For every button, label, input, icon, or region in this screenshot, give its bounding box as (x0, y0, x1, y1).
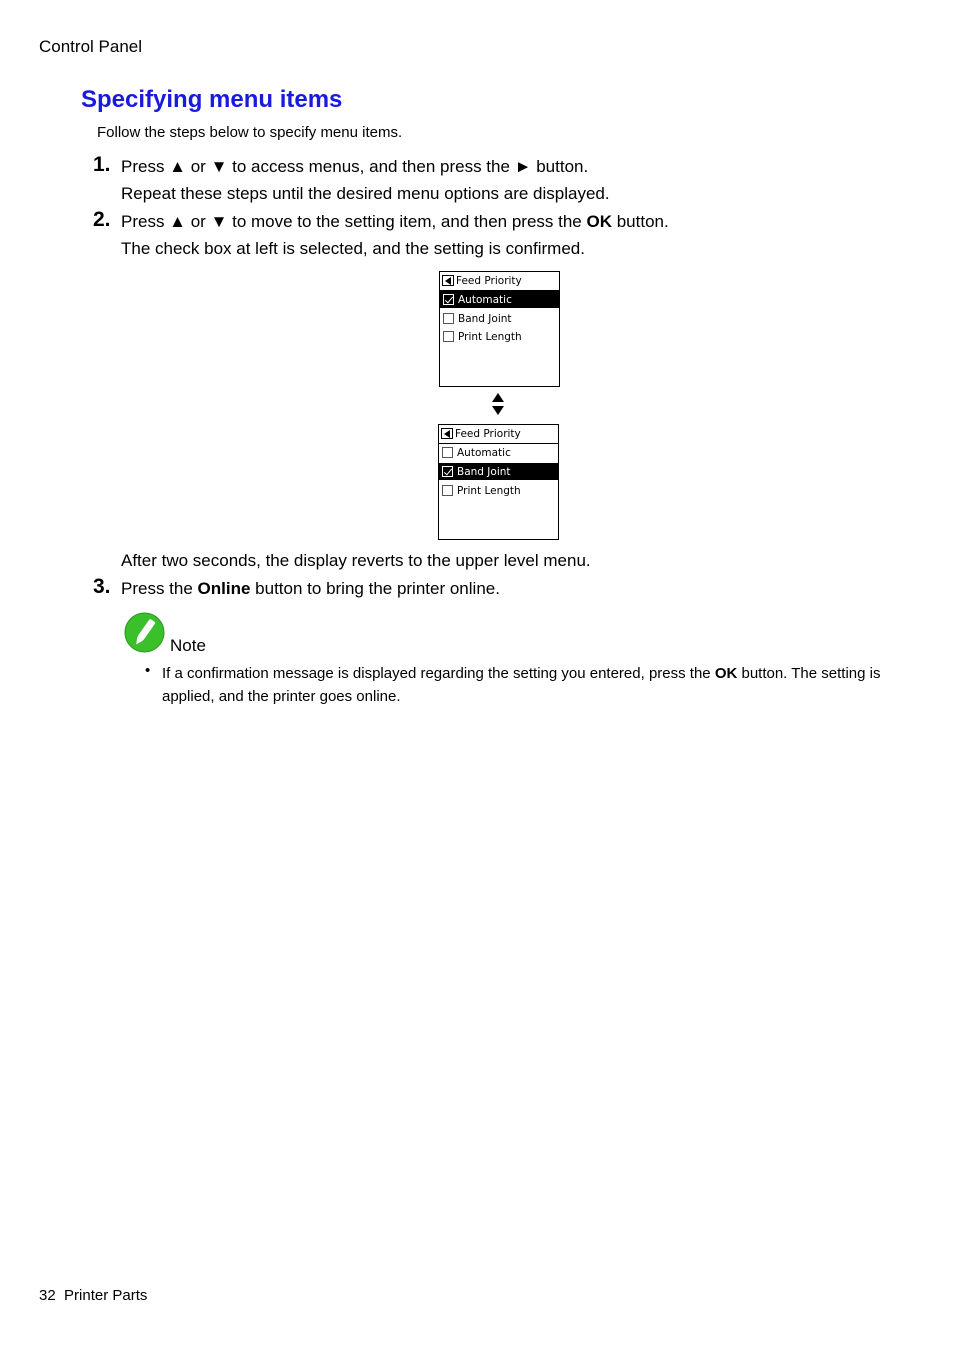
ok-button-label: OK (586, 212, 612, 231)
lcd-item-print-length: Print Length (439, 482, 558, 499)
checkbox-icon (442, 447, 453, 458)
back-arrow-icon (442, 275, 454, 286)
checkbox-checked-icon (442, 466, 453, 477)
note-pencil-icon (124, 612, 165, 653)
step-2-detail: The check box at left is selected, and the setting is confirmed. (121, 239, 585, 258)
step-2-text: Press ▲ or ▼ to move to the setting item, and then press the OK button. (121, 212, 669, 231)
step-3-text: Press the Online button to bring the printer online. (121, 579, 500, 598)
page-title: Specifying menu items (81, 86, 343, 113)
note-text: If a confirmation message is displayed regarding the setting you entered, press the OK button. The setting is applied, and the printer goes online. (162, 665, 881, 705)
page-footer (39, 1287, 147, 1304)
up-down-arrow-icon (491, 393, 505, 417)
checkbox-icon (443, 331, 454, 342)
page-number: 32 (39, 1287, 56, 1304)
online-button-label: Online (197, 579, 251, 598)
intro-text: Follow the steps below to specify menu items. (97, 124, 403, 141)
checkbox-icon (442, 485, 453, 496)
back-arrow-icon (441, 428, 453, 439)
step-1-text: Press ▲ or ▼ to access menus, and then press the ► button. (121, 157, 589, 176)
lcd-screen-after (438, 424, 559, 540)
note-label: Note (170, 636, 206, 655)
step-1-number: 1. (93, 153, 111, 176)
step-2-number: 2. (93, 208, 111, 231)
lcd-screen-before (439, 271, 560, 387)
lcd-item-band-joint: Band Joint (440, 310, 559, 327)
lcd-header: Feed Priority (440, 272, 559, 291)
step-1-detail: Repeat these steps until the desired menu options are displayed. (121, 184, 610, 203)
note-bullet: • (145, 662, 151, 679)
checkbox-icon (443, 313, 454, 324)
checkbox-checked-icon (443, 294, 454, 305)
lcd-header: Feed Priority (439, 425, 558, 444)
ok-button-label: OK (714, 665, 738, 682)
running-header: Control Panel (39, 37, 143, 56)
step-2-after-text: After two seconds, the display reverts to the upper level menu. (121, 551, 591, 570)
lcd-item-band-joint: Band Joint (439, 463, 558, 480)
step-3-number: 3. (93, 575, 111, 598)
lcd-item-automatic: Automatic (439, 444, 558, 461)
lcd-item-print-length: Print Length (440, 328, 559, 345)
footer-section: Printer Parts (64, 1287, 148, 1304)
lcd-item-automatic: Automatic (440, 291, 559, 308)
